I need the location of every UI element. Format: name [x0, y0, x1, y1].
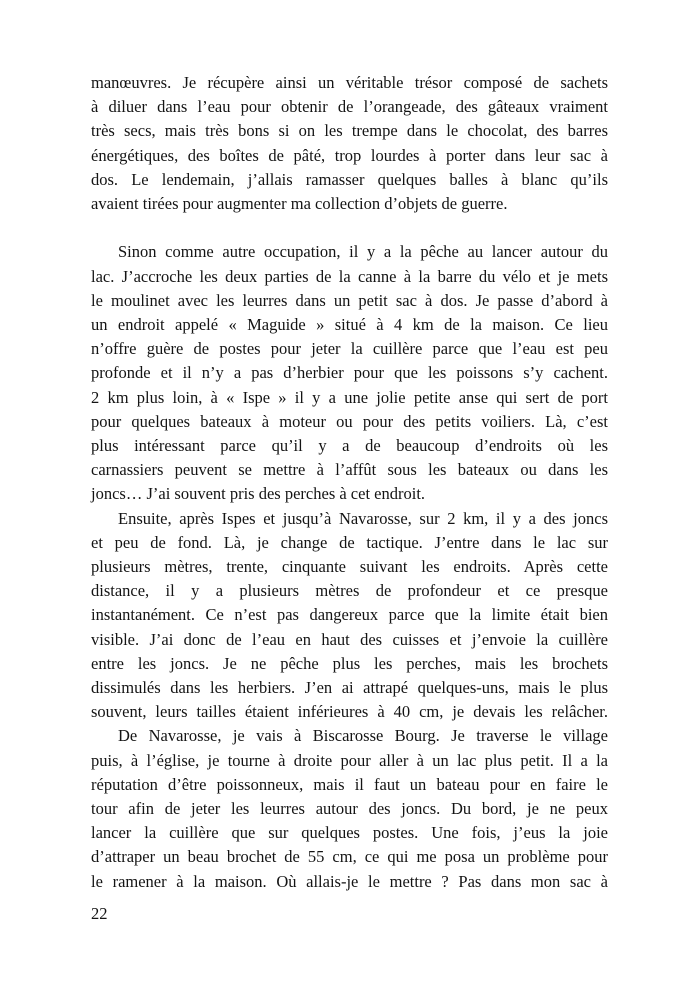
text-line: entre les joncs. Je ne pêche plus les perches, mais les brochets	[91, 653, 608, 673]
text-line: carnassiers peuvent se mettre à l’affût sous les bateaux ou dans les	[91, 460, 608, 480]
text-line: réputation d’être poissonneux, mais il faut un bateau pour en faire le	[91, 774, 608, 794]
text-line: lancer la cuillère que sur quelques postes. Une fois, j’eus la joie	[91, 823, 608, 843]
text-line: n’offre guère de postes pour jeter la cuillère parce que l’eau est peu	[91, 339, 608, 359]
text-line: De Navarosse, je vais à Biscarosse Bourg. Je traverse le village	[118, 726, 608, 746]
text-line: plus intéressant parce qu’il y a de beaucoup d’endroits où les	[91, 436, 608, 456]
text-line: le moulinet avec les leurres dans un petit sac à dos. Je passe d’abord à	[91, 290, 608, 310]
text-line: dos. Le lendemain, j’allais ramasser quelques balles à blanc qu’ils	[91, 169, 608, 189]
text-line: avaient tirées pour augmenter ma collection d’objets de guerre.	[91, 194, 508, 214]
text-line: souvent, leurs tailles étaient inférieures à 40 cm, je devais les relâcher.	[91, 702, 608, 722]
text-line: manœuvres. Je récupère ainsi un véritable trésor composé de sachets	[91, 73, 608, 92]
text-line: à diluer dans l’eau pour obtenir de l’orangeade, des gâteaux vraiment	[91, 97, 608, 117]
text-line: Ensuite, après Ispes et jusqu’à Navarosse, sur 2 km, il y a des joncs	[118, 508, 608, 528]
text-line: visible. J’ai donc de l’eau en haut des cuisses et j’envoie la cuillère	[91, 629, 608, 649]
text-line: plusieurs mètres, trente, cinquante suivant les endroits. Après cette	[91, 557, 608, 577]
paragraph	[91, 240, 608, 506]
text-line: tour afin de jeter les leurres autour des joncs. Du bord, je ne peux	[91, 799, 608, 819]
text-line: distance, il y a plusieurs mètres de profondeur et ce presque	[91, 581, 608, 601]
text-line: joncs… J’ai souvent pris des perches à cet endroit.	[91, 484, 426, 504]
text-line: profonde et il n’y a pas d’herbier pour que les poissons s’y cachent.	[91, 363, 608, 383]
text-line: un endroit appelé « Maguide » situé à 4 km de la maison. Ce lieu	[91, 315, 608, 335]
text-line: Sinon comme autre occupation, il y a la pêche au lancer autour du	[118, 242, 608, 262]
text-line: très secs, mais très bons si on les trempe dans le chocolat, des barres	[91, 121, 608, 141]
text-line: 2 km plus loin, à « Ispe » il y a une jolie petite anse qui sert de port	[91, 387, 608, 407]
text-block	[91, 71, 608, 894]
paragraph	[91, 724, 608, 893]
text-line: et peu de fond. Là, je change de tactique. J’entre dans le lac sur	[91, 532, 608, 552]
text-line: dissimulés dans les herbiers. J’en ai attrapé quelques-uns, mais le plus	[91, 678, 608, 698]
text-line: puis, à l’église, je tourne à droite pour aller à un lac plus petit. Il a la	[91, 750, 608, 770]
text-line: énergétiques, des boîtes de pâté, trop lourdes à porter dans leur sac à	[91, 145, 608, 165]
text-line: le ramener à la maison. Où allais-je le mettre ? Pas dans mon sac à	[91, 871, 608, 891]
page-number: 22	[91, 904, 108, 923]
text-line: pour quelques bateaux à moteur ou pour des petits voiliers. Là, c’est	[91, 411, 608, 431]
paragraph	[91, 71, 608, 216]
text-line: instantanément. Ce n’est pas dangereux parce que la limite était bien	[91, 605, 608, 625]
text-line: d’attraper un beau brochet de 55 cm, ce qui me posa un problème pour	[91, 847, 608, 867]
text-line: lac. J’accroche les deux parties de la canne à la barre du vélo et je mets	[91, 266, 608, 286]
paragraph	[91, 507, 608, 725]
